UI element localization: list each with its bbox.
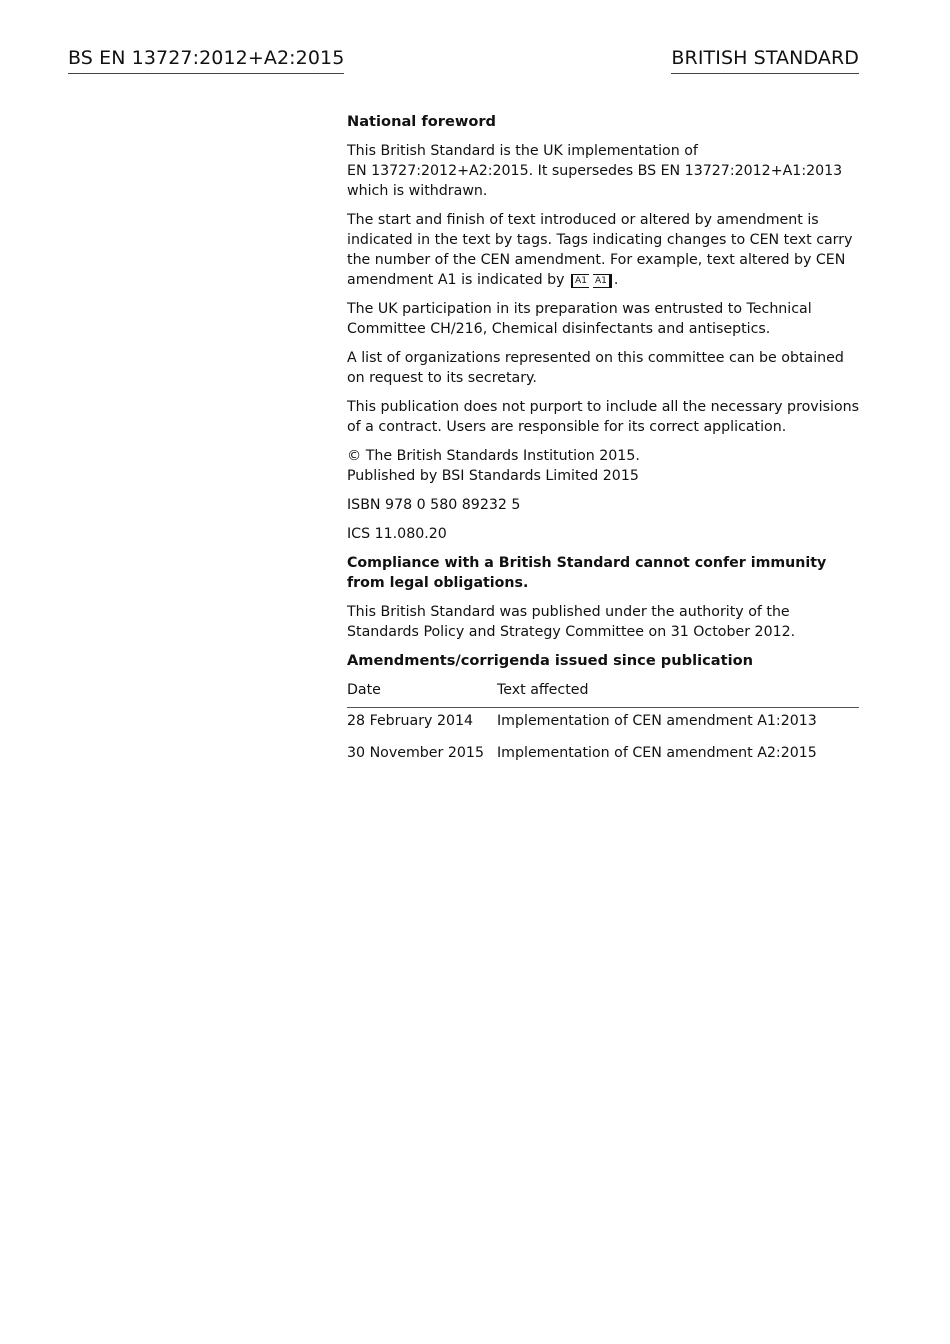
amendment-close-tag-icon: A1 — [593, 274, 612, 288]
isbn: ISBN 978 0 580 89232 5 — [347, 497, 521, 513]
implementation-line2: EN 13727:2012+A2:2015. It supersedes BS EN 13727:2012+A1:2013 which is withdrawn. — [347, 163, 843, 199]
column-header-text-affected: Text affected — [497, 680, 859, 708]
paragraph-organizations: A list of organizations represented on this committee can be obtained on request to its secretary. — [347, 350, 844, 386]
paragraph-copyright — [347, 446, 859, 486]
ics-code: ICS 11.080.20 — [347, 526, 447, 542]
sentence-end: . — [613, 272, 619, 288]
document-series: BRITISH STANDARD — [671, 45, 859, 74]
paragraph-amendment-tags — [347, 210, 859, 290]
compliance-notice: Compliance with a British Standard cannot confer immunity from legal obligations. — [347, 555, 827, 591]
paragraph-provisions: This publication does not purport to include all the necessary provisions of a contract. Users are responsible for its correct application. — [347, 399, 860, 435]
amendment-date: 28 February 2014 — [347, 713, 474, 729]
authority-notice: This British Standard was published under the authority of the Standards Policy and Strategy Committee on 31 October 2012. — [347, 604, 796, 640]
publisher-notice: Published by BSI Standards Limited 2015 — [347, 468, 639, 484]
table-row — [347, 740, 859, 772]
amendment-tags-text: The start and finish of text introduced or altered by amendment is indicated in the text by tags. Tags indicating changes to CEN text carry the number of the CEN amendment. For example, text altered by CEN amendment A1 is indicated by — [347, 212, 853, 288]
amendment-open-tag-icon: A1 — [571, 274, 589, 288]
column-header-date: Date — [347, 680, 497, 708]
amendments-table — [347, 680, 859, 772]
amendment-text: Implementation of CEN amendment A1:2013 — [497, 713, 817, 729]
amendment-text: Implementation of CEN amendment A2:2015 — [497, 745, 817, 761]
document-id: BS EN 13727:2012+A2:2015 — [68, 45, 344, 74]
amendments-title: Amendments/corrigenda issued since publication — [347, 652, 753, 669]
implementation-line1: This British Standard is the UK implementation of — [347, 143, 698, 159]
paragraph-implementation — [347, 141, 859, 201]
paragraph-committee: The UK participation in its preparation was entrusted to Technical Committee CH/216, Chemical disinfectants and antiseptics. — [347, 301, 812, 337]
section-title: National foreword — [347, 113, 497, 130]
amendment-date: 30 November 2015 — [347, 745, 484, 761]
table-row — [347, 708, 859, 741]
foreword-section — [347, 112, 859, 772]
copyright-notice: © The British Standards Institution 2015. — [347, 448, 640, 464]
table-header-row — [347, 680, 859, 708]
